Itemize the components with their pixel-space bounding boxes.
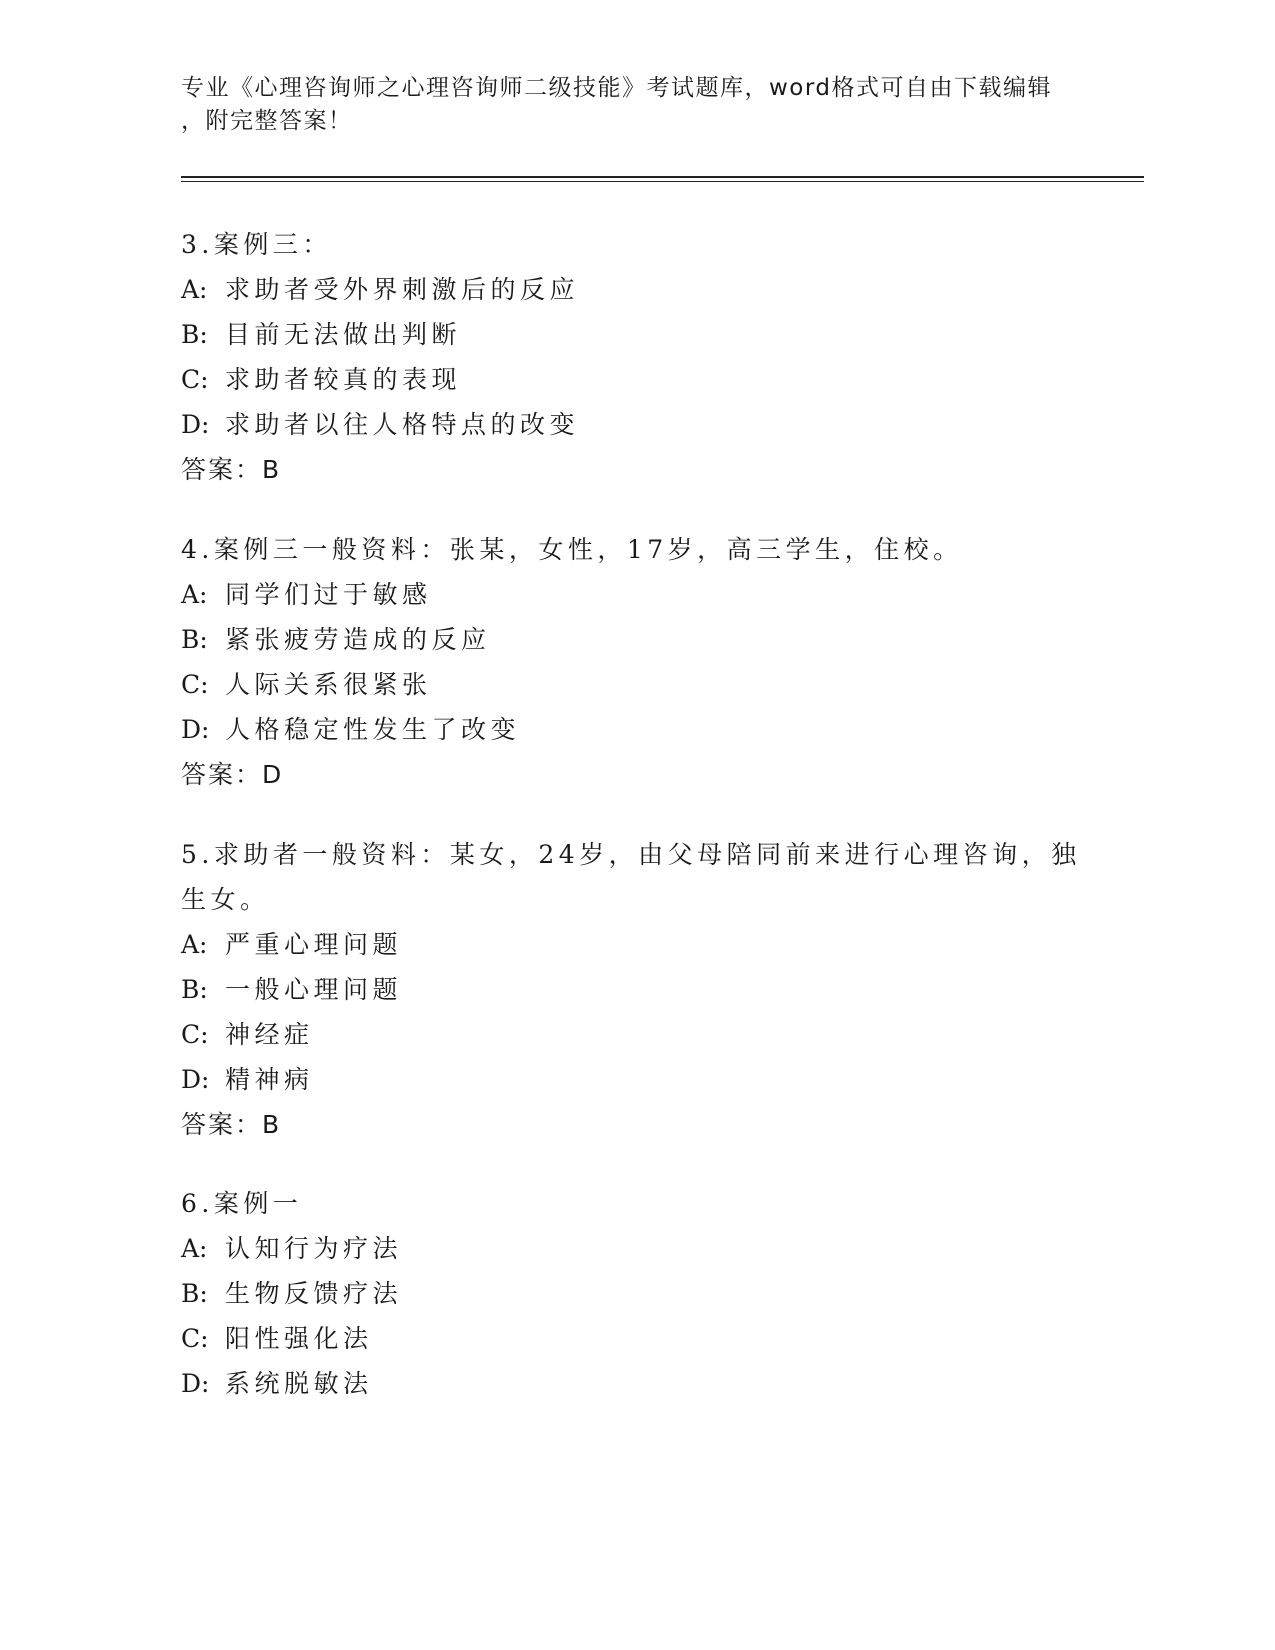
option-letter: A: bbox=[181, 275, 208, 304]
option-text: 求助者受外界刺激后的反应 bbox=[225, 275, 580, 304]
header-line-2: ，附完整答案！ bbox=[181, 108, 353, 134]
option-letter: B: bbox=[181, 320, 208, 349]
question-line: 生女。 bbox=[181, 885, 270, 914]
option-d bbox=[181, 1057, 1081, 1102]
option-a bbox=[181, 922, 1081, 967]
option-text: 同学们过于敏感 bbox=[225, 580, 432, 609]
option-text: 求助者较真的表现 bbox=[225, 365, 462, 394]
option-a bbox=[181, 572, 1081, 617]
option-text: 人格稳定性发生了改变 bbox=[225, 715, 521, 744]
option-letter: D: bbox=[181, 410, 210, 439]
option-letter: C: bbox=[181, 1020, 209, 1049]
option-d bbox=[181, 707, 1081, 752]
question-block bbox=[181, 832, 1081, 1147]
answer-line: 答案：B bbox=[181, 1110, 282, 1139]
option-letter: B: bbox=[181, 1279, 208, 1308]
option-letter: A: bbox=[181, 930, 208, 959]
question-line: 6.案例一 bbox=[181, 1189, 303, 1218]
option-letter: D: bbox=[181, 1065, 210, 1094]
option-c bbox=[181, 1012, 1081, 1057]
option-text: 目前无法做出判断 bbox=[225, 320, 462, 349]
answer-line: 答案：D bbox=[181, 760, 284, 789]
question-text bbox=[181, 527, 1081, 572]
option-c bbox=[181, 662, 1081, 707]
option-text: 生物反馈疗法 bbox=[225, 1279, 403, 1308]
option-letter: C: bbox=[181, 365, 209, 394]
question-text bbox=[181, 1181, 1081, 1226]
option-text: 神经症 bbox=[225, 1020, 314, 1049]
option-letter: B: bbox=[181, 975, 208, 1004]
question-line: 5.求助者一般资料：某女，24岁，由父母陪同前来进行心理咨询，独 bbox=[181, 840, 1081, 869]
question-line: 3.案例三： bbox=[181, 230, 332, 259]
option-text: 精神病 bbox=[225, 1065, 314, 1094]
option-text: 一般心理问题 bbox=[225, 975, 403, 1004]
header-divider-thick bbox=[181, 176, 1144, 178]
document-header bbox=[181, 72, 1053, 138]
answer-line: 答案：B bbox=[181, 455, 282, 484]
option-b bbox=[181, 617, 1081, 662]
option-letter: D: bbox=[181, 715, 210, 744]
option-c bbox=[181, 1316, 1081, 1361]
option-b bbox=[181, 1271, 1081, 1316]
option-text: 系统脱敏法 bbox=[225, 1369, 373, 1398]
question-text bbox=[181, 222, 1081, 267]
option-c bbox=[181, 357, 1081, 402]
option-text: 紧张疲劳造成的反应 bbox=[225, 625, 491, 654]
option-letter: A: bbox=[181, 580, 208, 609]
header-line-1: 专业《心理咨询师之心理咨询师二级技能》考试题库，word格式可自由下载编辑 bbox=[181, 75, 1053, 101]
option-text: 求助者以往人格特点的改变 bbox=[225, 410, 580, 439]
question-line: 4.案例三一般资料：张某，女性，17岁，高三学生，住校。 bbox=[181, 535, 963, 564]
option-text: 人际关系很紧张 bbox=[225, 670, 432, 699]
option-a bbox=[181, 1226, 1081, 1271]
option-letter: D: bbox=[181, 1369, 210, 1398]
option-letter: A: bbox=[181, 1234, 208, 1263]
option-text: 严重心理问题 bbox=[225, 930, 403, 959]
option-letter: C: bbox=[181, 1324, 209, 1353]
option-d bbox=[181, 402, 1081, 447]
option-d bbox=[181, 1361, 1081, 1406]
option-text: 阳性强化法 bbox=[225, 1324, 373, 1353]
option-letter: B: bbox=[181, 625, 208, 654]
option-text: 认知行为疗法 bbox=[225, 1234, 403, 1263]
option-b bbox=[181, 967, 1081, 1012]
header-divider-thin bbox=[181, 181, 1144, 182]
question-block bbox=[181, 527, 1081, 797]
question-block bbox=[181, 222, 1081, 492]
question-text bbox=[181, 832, 1081, 922]
question-block bbox=[181, 1181, 1081, 1406]
option-letter: C: bbox=[181, 670, 209, 699]
option-b bbox=[181, 312, 1081, 357]
option-a bbox=[181, 267, 1081, 312]
